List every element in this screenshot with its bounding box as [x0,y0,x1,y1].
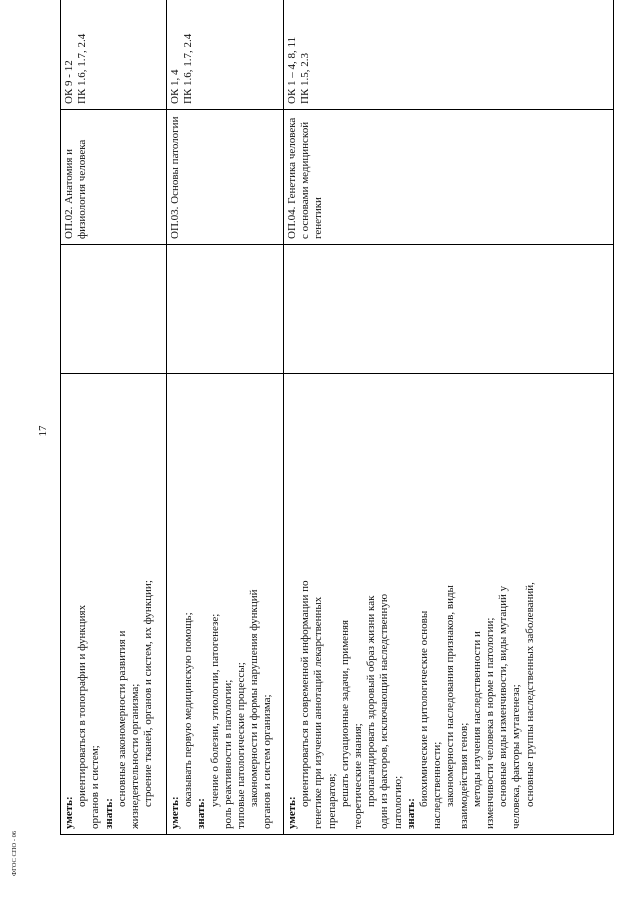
competencies-cell [284,0,614,110]
section-keyword: знать: [195,798,208,829]
skill-line: оказывать первую медицинскую помощь; [182,612,195,807]
skill-line: учение о болезни, этиологии, патогенезе; [208,613,221,807]
empty-cell [61,245,167,374]
skill-line: закономерности наследования признаков, виды [444,585,457,807]
skills-cell [167,374,284,835]
skill-line: органов и систем организма; [261,694,274,829]
skill-line: человека, факторы мутагенеза; [510,684,523,829]
skill-line: решать ситуационные задачи, применяя [338,619,351,807]
skill-line: основные группы наследственных заболеваний, [523,582,536,807]
section-keyword: уметь: [169,796,181,829]
competency-code: ПК 1.6, 1.7, 2.4 [76,33,89,104]
table-body [61,0,614,835]
competencies-cell [167,0,284,110]
skill-line: один из факторов, исключающий наследственную [378,593,391,829]
discipline-cell: ОП.03. Основы патологии [167,110,284,245]
section-keyword: знать: [404,798,417,829]
empty-cell [284,245,614,374]
skill-line: методы изучения наследственности и [470,631,483,807]
table-row-anatomy [61,0,167,835]
skill-line: наследственности; [431,741,444,829]
skill-line: патологию; [391,775,404,829]
footer-code: ФГОС СПО - 06 [11,830,18,876]
section-keyword: уметь: [63,796,75,829]
skills-cell [284,374,614,835]
skill-line: изменчивости человека в норме и патологии; [484,617,497,829]
skills-cell [61,374,167,835]
skill-line: биохимические и цитологические основы [418,610,431,807]
skill-line: основные закономерности развития и [115,630,128,807]
competency-code: ОК 1, 4 [169,69,181,104]
competencies-cell [61,0,167,110]
skill-line: роль реактивности в патологии; [221,679,234,829]
competency-code: ОК 9 - 12 [63,60,75,104]
skill-line: препаратов; [325,773,338,829]
page-number: 17 [37,425,49,437]
skill-line: пропагандировать здоровый образ жизни как [365,595,378,807]
competency-code: ПК 1.5, 2.3 [299,52,312,104]
skill-line: генетике при изучении аннотаций лекарственных [312,596,325,829]
skill-line: теоретические знания; [352,723,365,829]
skill-line: ориентироваться в современной информации по [299,580,312,807]
competency-code: ПК 1.6, 1.7, 2.4 [182,33,195,104]
section-keyword: знать: [102,798,115,829]
rotated-table-container [60,35,598,835]
discipline-cell: ОП.02. Анатомия и физиология человека [61,110,167,245]
skill-line: строение тканей, органов и систем, их функции; [142,580,155,807]
section-keyword: уметь: [286,796,298,829]
skill-line: органов и систем; [89,745,102,829]
skill-line: закономерности и формы нарушения функций [248,589,261,807]
skill-line: типовые патологические процессы; [235,662,248,829]
table-row-genetics [284,0,614,835]
competency-code: ОК 1 – 4, 8, 11 [286,36,298,104]
skill-line: жизнедеятельности организма; [129,683,142,829]
empty-cell [167,245,284,374]
skill-line: взаимодействия генов; [457,722,470,829]
table-row-pathology [167,0,284,835]
curriculum-table [60,0,614,835]
discipline-cell: ОП.04. Генетика человека с основами медицинской генетики [284,110,614,245]
skill-line: ориентироваться в топографии и функциях [76,604,89,807]
skill-line: основные виды изменчивости, виды мутаций у [497,585,510,807]
